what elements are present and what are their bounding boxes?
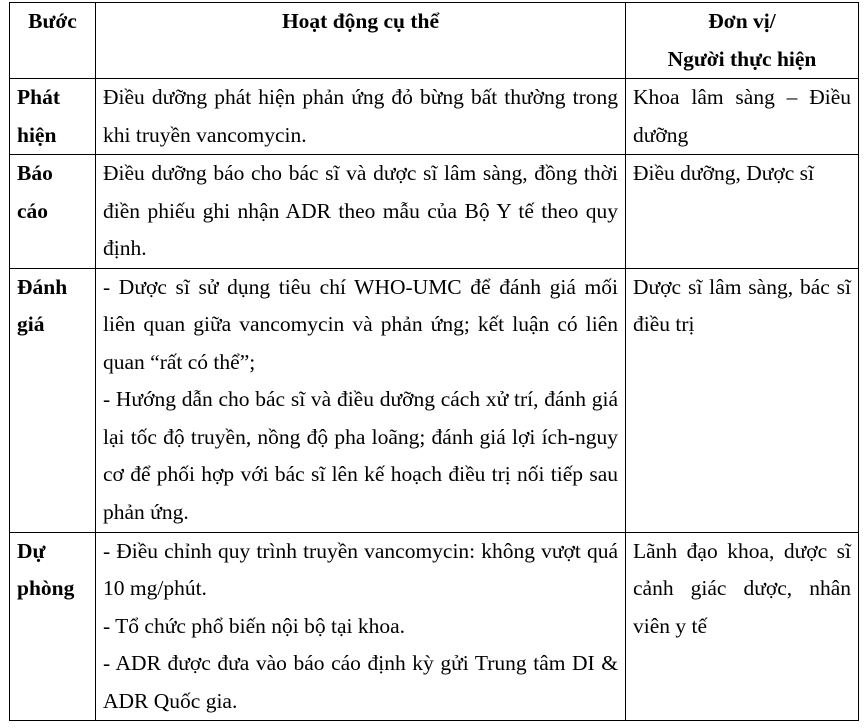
activity-line: Điều dưỡng báo cho bác sĩ và dược sĩ lâm sàng, đồng thời điền phiếu ghi nhận ADR theo mẫu của Bộ Y tế theo quy định. <box>103 161 618 260</box>
step-cell: Đánh giá <box>10 268 96 532</box>
header-step: Bước <box>10 3 96 79</box>
header-unit-line2: Người thực hiện <box>667 46 817 71</box>
table-header-row <box>10 3 859 79</box>
activity-cell <box>96 268 626 532</box>
activity-line: - Điều chỉnh quy trình truyền vancomycin: không vượt quá 10 mg/phút. <box>103 538 618 600</box>
table-row <box>10 532 859 721</box>
step-cell: Dự phòng <box>10 532 96 721</box>
activity-cell <box>96 532 626 721</box>
step-cell: Phát hiện <box>10 79 96 155</box>
activity-line: Điều dưỡng phát hiện phản ứng đỏ bừng bất thường trong khi truyền vancomycin. <box>103 85 618 147</box>
step-cell: Báo cáo <box>10 155 96 269</box>
activity-line: - Hướng dẫn cho bác sĩ và điều dưỡng cách xử trí, đánh giá lại tốc độ truyền, nồng độ pha loãng; đánh giá lợi ích-nguy cơ để phối hợp với bác sĩ lên kế hoạch điều trị nối tiếp sau phản ứng. <box>103 387 618 524</box>
adr-management-table <box>9 2 859 721</box>
header-unit-line1: Đơn vị/ <box>708 9 776 33</box>
table-row <box>10 268 859 532</box>
header-unit <box>626 3 859 79</box>
unit-cell: Điều dưỡng, Dược sĩ <box>626 155 859 269</box>
activity-cell <box>96 79 626 155</box>
table-row <box>10 155 859 269</box>
unit-cell: Lãnh đạo khoa, dược sĩ cảnh giác dược, nhân viên y tế <box>626 532 859 721</box>
unit-cell: Khoa lâm sàng – Điều dưỡng <box>626 79 859 155</box>
unit-cell: Dược sĩ lâm sàng, bác sĩ điều trị <box>626 268 859 532</box>
table-row <box>10 79 859 155</box>
header-activity: Hoạt động cụ thể <box>96 3 626 79</box>
activity-cell <box>96 155 626 269</box>
activity-line: - Tổ chức phổ biến nội bộ tại khoa. <box>103 613 406 638</box>
activity-line: - Dược sĩ sử dụng tiêu chí WHO-UMC để đánh giá mối liên quan giữa vancomycin và phản ứng; kết luận có liên quan “rất có thể”; <box>103 274 618 374</box>
activity-line: - ADR được đưa vào báo cáo định kỳ gửi Trung tâm DI & ADR Quốc gia. <box>103 651 618 713</box>
